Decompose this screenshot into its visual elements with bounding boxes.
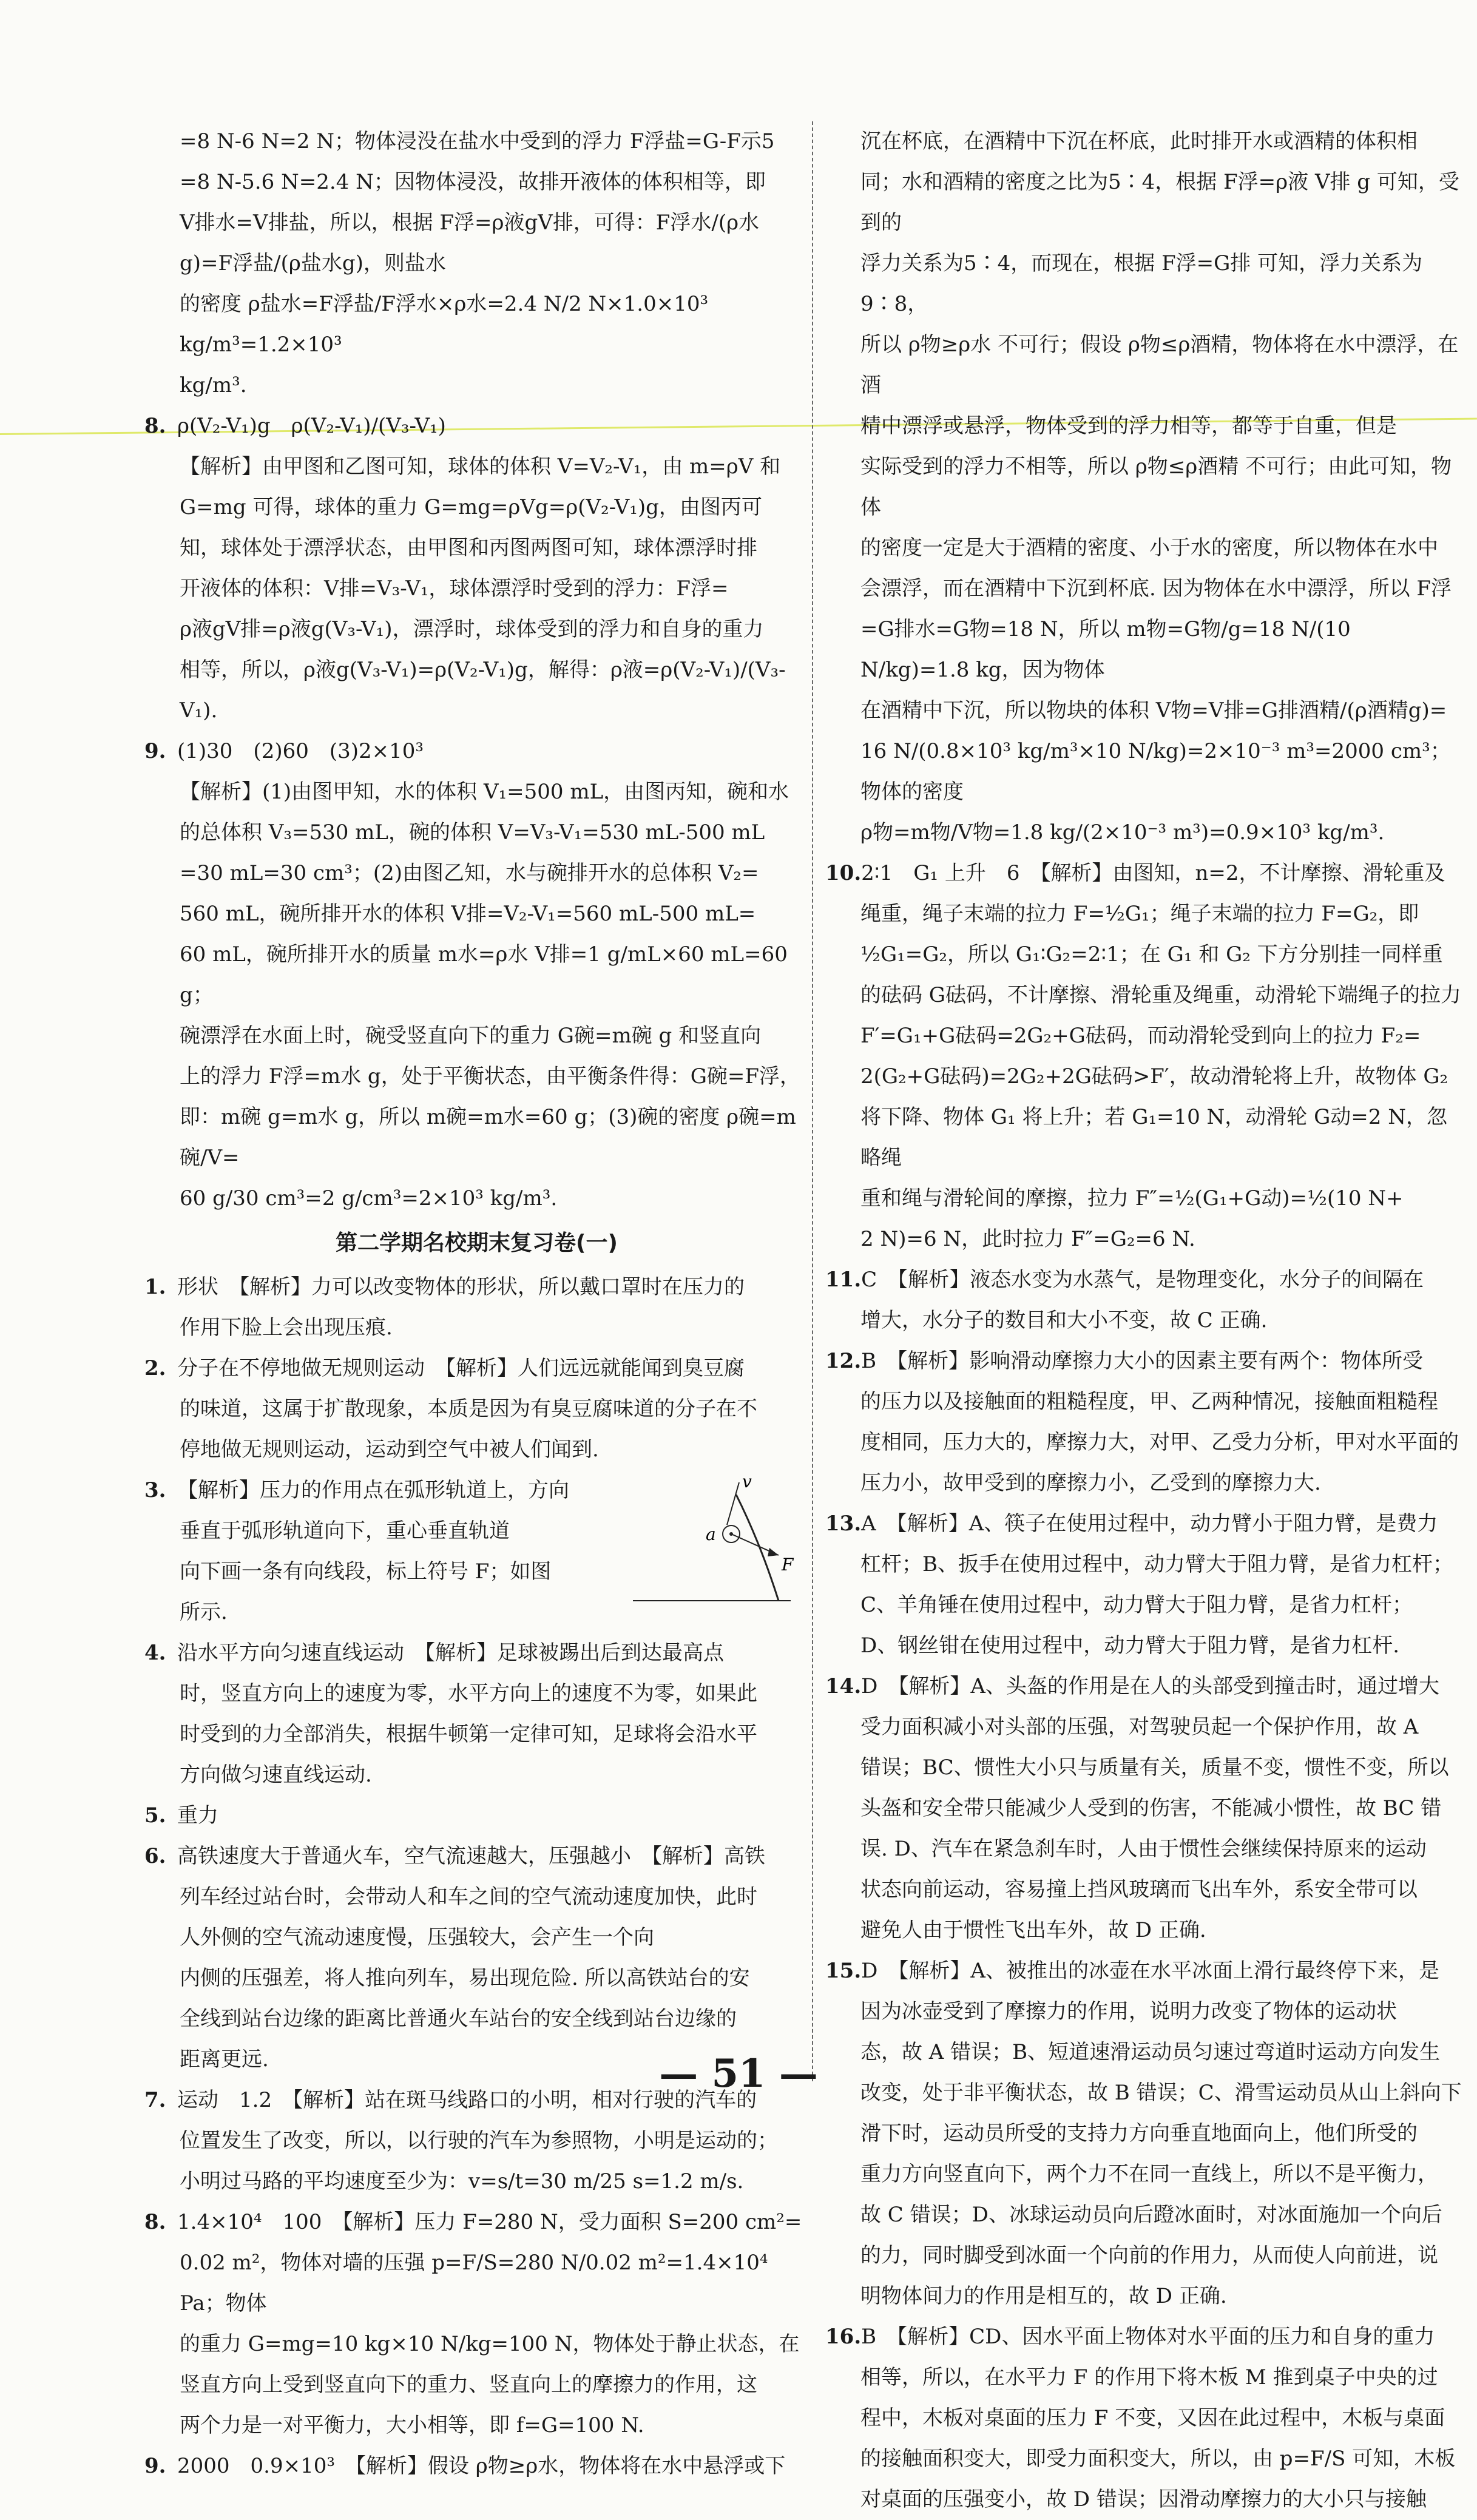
text-line: 所以 ρ物≥ρ水 不可行；假设 ρ物≤ρ酒精，物体将在水中漂浮，在酒 xyxy=(860,333,1459,397)
question-number: 15. xyxy=(825,1959,862,1983)
text-line: 绳重，绳子末端的拉力 F=½G₁；绳子末端的拉力 F=G₂，即 xyxy=(860,902,1419,926)
text-line: D 【解析】A、被推出的冰壶在水平冰面上滑行最终停下来，是 xyxy=(861,1959,1439,1983)
answer-item-5 xyxy=(144,1795,809,1836)
text-line: =8 N-5.6 N=2.4 N；因物体浸没，故排开液体的体积相等，即 xyxy=(180,170,766,194)
text-line: 方向做匀速直线运动. xyxy=(180,1763,372,1787)
arc-track xyxy=(736,1495,779,1601)
text-line: 的密度一定是大于酒精的密度、小于水的密度，所以物体在水中 xyxy=(860,536,1438,560)
text-line: 运动 1.2 【解析】站在斑马线路口的小明，相对行驶的汽车的 xyxy=(177,2088,757,2112)
left-column xyxy=(144,121,809,2487)
question-number: 10. xyxy=(825,861,862,885)
text-line: 故 C 错误；D、冰球运动员向后蹬冰面时，对冰面施加一个向后 xyxy=(860,2203,1442,2227)
velocity-arrow xyxy=(727,1482,739,1525)
text-line: 列车经过站台时，会带动人和车之间的空气流动速度加快，此时 xyxy=(180,1885,757,1909)
column-divider xyxy=(812,121,813,2081)
right-column xyxy=(825,121,1462,2520)
text-line: 头盔和安全带只能减少人受到的伤害，不能减小惯性，故 BC 错 xyxy=(860,1796,1442,1820)
text-line: 时，竖直方向上的速度为零，水平方向上的速度不为零，如果此 xyxy=(180,1681,757,1706)
answer-item-14 xyxy=(825,1666,1462,1951)
text-line: 所示. xyxy=(180,1600,228,1624)
text-line: 【解析】(1)由图甲知，水的体积 V₁=500 mL，由图丙知，碗和水 xyxy=(180,780,789,804)
question-number: 8. xyxy=(144,2210,166,2234)
text-line: 精中漂浮或悬浮，物体受到的浮力相等，都等于自重，但是 xyxy=(860,414,1397,438)
text-line: 滑下时，运动员所受的支持力方向垂直地面向上，他们所受的 xyxy=(860,2121,1418,2146)
text-line: 态，故 A 错误；B、短道速滑运动员匀速过弯道时运动方向发生 xyxy=(860,2040,1441,2064)
text-line: 知，球体处于漂浮状态，由甲图和丙图两图可知，球体漂浮时排 xyxy=(180,536,757,560)
text-line: 重和绳与滑轮间的摩擦，拉力 F″=½(G₁+G动)=½(10 N+ xyxy=(860,1186,1404,1211)
answer-item-16 xyxy=(825,2317,1462,2520)
label-v: v xyxy=(742,1471,752,1491)
text-line: 沿水平方向匀速直线运动 【解析】足球被踢出后到达最高点 xyxy=(177,1641,724,1665)
answer-item-2 xyxy=(144,1348,809,1470)
text-line: 开液体的体积：V排=V₃-V₁，球体漂浮时受到的浮力：F浮= xyxy=(180,576,729,601)
answer: (1)30 (2)60 (3)2×10³ xyxy=(177,739,424,763)
question-number: 13. xyxy=(825,1512,862,1536)
text-line: ρ物=m物/V物=1.8 kg/(2×10⁻³ m³)=0.9×10³ kg/m³. xyxy=(860,820,1385,845)
text-line: =8 N-6 N=2 N；物体浸没在盐水中受到的浮力 F浮盐=G-F示5 xyxy=(180,129,775,154)
text-line: 改变，处于非平衡状态，故 B 错误；C、滑雪运动员从山上斜向下 xyxy=(860,2081,1462,2105)
answer-item-11 xyxy=(825,1260,1462,1341)
answer-item-6 xyxy=(144,1836,809,2080)
text-line: 2000 0.9×10³ 【解析】假设 ρ物≥ρ水，物体将在水中悬浮或下 xyxy=(177,2454,786,2478)
text-line: 位置发生了改变，所以，以行驶的汽车为参照物，小明是运动的； xyxy=(180,2129,778,2153)
text-line: 杠杆；B、扳手在使用过程中，动力臂大于阻力臂，是省力杠杆； xyxy=(860,1552,1453,1576)
answer: ρ(V₂-V₁)g ρ(V₂-V₁)/(V₃-V₁) xyxy=(177,414,446,438)
question-number: 6. xyxy=(144,1844,166,1868)
text-line: 同；水和酒精的密度之比为5∶4，根据 F浮=ρ液 V排 g 可知，受到的 xyxy=(860,170,1459,235)
question-number: 9. xyxy=(144,2454,166,2478)
label-f: F xyxy=(782,1555,794,1575)
text-line: 的味道，这属于扩散现象，本质是因为有臭豆腐味道的分子在不 xyxy=(180,1397,757,1421)
text-line: 压力小，故甲受到的摩擦力小，乙受到的摩擦力大. xyxy=(860,1471,1321,1495)
text-line: =G排水=G物=18 N，所以 m物=G物/g=18 N/(10 N/kg)=1.8 kg，因为物体 xyxy=(860,617,1351,682)
text-line: 重力 xyxy=(177,1803,218,1828)
text-line: 作用下脸上会出现压痕. xyxy=(180,1316,393,1340)
left-top-lines xyxy=(144,121,809,406)
text-line: 的密度 ρ盐水=F浮盐/F浮水×ρ水=2.4 N/2 N×1.0×10³ kg/m³=1.2×10³ xyxy=(180,292,709,357)
text-line: D、钢丝钳在使用过程中，动力臂大于阻力臂，是省力杠杆. xyxy=(860,1633,1400,1658)
text-line: G=mg 可得，球体的重力 G=mg=ρVg=ρ(V₂-V₁)g，由图丙可 xyxy=(180,495,762,519)
question-8-prev xyxy=(144,406,809,731)
text-line: 相等，所以，ρ液g(V₃-V₁)=ρ(V₂-V₁)g，解得：ρ液=ρ(V₂-V₁)/(V₃-V₁). xyxy=(180,658,786,723)
text-line: 增大，水分子的数目和大小不变，故 C 正确. xyxy=(860,1308,1268,1333)
question-number: 2. xyxy=(144,1356,166,1380)
text-line: 60 g/30 cm³=2 g/cm³=2×10³ kg/m³. xyxy=(180,1186,558,1211)
text-line: =30 mL=30 cm³；(2)由图乙知，水与碗排开水的总体积 V₂= xyxy=(180,861,759,885)
text-line: A 【解析】A、筷子在使用过程中，动力臂小于阻力臂，是费力 xyxy=(861,1512,1438,1536)
text-line: B 【解析】影响滑动摩擦力大小的因素主要有两个：物体所受 xyxy=(861,1349,1424,1373)
text-line: 错误；BC、惯性大小只与质量有关，质量不变，惯性不变，所以 xyxy=(860,1755,1449,1780)
text-line: 对桌面的压强变小，故 D 错误；因滑动摩擦力的大小只与接触 xyxy=(860,2487,1427,2512)
text-line: 浮力关系为5∶4，而现在，根据 F浮=G排 可知，浮力关系为9∶8， xyxy=(860,251,1423,316)
text-line: 的压力以及接触面的粗糙程度，甲、乙两种情况，接触面粗糙程 xyxy=(860,1390,1438,1414)
text-line: 误. D、汽车在紧急刹车时，人由于惯性会继续保持原来的运动 xyxy=(860,1837,1427,1861)
text-line: 将下降、物体 G₁ 将上升；若 G₁=10 N，动滑轮 G动=2 N，忽略绳 xyxy=(860,1105,1447,1170)
text-line: 避免人由于惯性飞出车外，故 D 正确. xyxy=(860,1918,1206,1942)
text-line: 形状 【解析】力可以改变物体的形状，所以戴口罩时在压力的 xyxy=(177,1275,745,1299)
right-continued-lines xyxy=(825,121,1462,853)
answer-item-10 xyxy=(825,853,1462,1260)
question-number: 9. xyxy=(144,739,166,763)
text-line: D 【解析】A、头盔的作用是在人的头部受到撞击时，通过增大 xyxy=(861,1674,1439,1698)
text-line: F′=G₁+G砝码=2G₂+G砝码，而动滑轮受到向上的拉力 F₂= xyxy=(860,1024,1421,1048)
text-line: 【解析】由甲图和乙图可知，球体的体积 V=V₂-V₁，由 m=ρV 和 xyxy=(180,454,781,479)
text-line: 因为冰壶受到了摩擦力的作用，说明力改变了物体的运动状 xyxy=(860,1999,1397,2024)
page-number: — 51 — xyxy=(659,2051,818,2096)
label-a: a xyxy=(706,1524,716,1544)
question-number: 5. xyxy=(144,1803,166,1828)
text-line: 沉在杯底，在酒精中下沉在杯底，此时排开水或酒精的体积相 xyxy=(860,129,1418,154)
answer-item-3 xyxy=(144,1470,809,1633)
text-line: 小明过马路的平均速度至少为：v=s/t=30 m/25 s=1.2 m/s. xyxy=(180,2169,744,2194)
text-line: C、羊角锤在使用过程中，动力臂大于阻力臂，是省力杠杆； xyxy=(860,1593,1413,1617)
answer-item-1 xyxy=(144,1267,809,1348)
question-number: 4. xyxy=(144,1641,166,1665)
question-number: 3. xyxy=(144,1478,166,1502)
text-line: 碗漂浮在水面上时，碗受竖直向下的重力 G碗=m碗 g 和竖直向 xyxy=(180,1024,762,1048)
question-number: 12. xyxy=(825,1349,862,1373)
text-line: 在酒精中下沉，所以物块的体积 V物=V排=G排酒精/(ρ酒精g)= xyxy=(860,698,1447,723)
text-line: 0.02 m²，物体对墙的压强 p=F/S=280 N/0.02 m²=1.4×10⁴ Pa；物体 xyxy=(180,2251,768,2316)
question-number: 7. xyxy=(144,2088,166,2112)
text-line: 两个力是一对平衡力，大小相等，即 f=G=100 N. xyxy=(180,2413,644,2437)
text-line: 的力，同时脚受到冰面一个向前的作用力，从而使人向前进，说 xyxy=(860,2243,1438,2268)
text-line: 明物体间力的作用是相互的，故 D 正确. xyxy=(860,2284,1227,2308)
text-line: 2(G₂+G砝码)=2G₂+2G砝码>F′，故动滑轮将上升，故物体 G₂ xyxy=(860,1064,1448,1089)
text-line: V排水=V排盐，所以，根据 F浮=ρ液gV排，可得：F浮水/(ρ水g)=F浮盐/(ρ盐水g)，则盐水 xyxy=(180,211,760,275)
text-line: 的重力 G=mg=10 kg×10 N/kg=100 N，物体处于静止状态，在 xyxy=(180,2332,800,2356)
question-9-prev xyxy=(144,731,809,1219)
text-line: 内侧的压强差，将人推向列车，易出现危险. 所以高铁站台的安 xyxy=(180,1966,750,1990)
text-line: 分子在不停地做无规则运动 【解析】人们远远就能闻到臭豆腐 xyxy=(177,1356,745,1380)
text-line: B 【解析】CD、因水平面上物体对水平面的压力和自身的重力 xyxy=(861,2325,1435,2349)
answer-item-9 xyxy=(144,2446,809,2487)
arc-track-diagram xyxy=(597,1470,797,1604)
text-line: 距离更远. xyxy=(180,2047,269,2072)
question-number: 11. xyxy=(825,1268,862,1292)
text-line: 60 mL，碗所排开水的质量 m水=ρ水 V排=1 g/mL×60 mL=60 g； xyxy=(180,942,788,1007)
answer-item-4 xyxy=(144,1633,809,1795)
text-line: 竖直方向上受到竖直向下的重力、竖直向上的摩擦力的作用，这 xyxy=(180,2373,757,2397)
text-line: 受力面积减小对头部的压强，对驾驶员起一个保护作用，故 A xyxy=(860,1715,1419,1739)
text-line: 16 N/(0.8×10³ kg/m³×10 N/kg)=2×10⁻³ m³=2000 cm³；物体的密度 xyxy=(860,739,1451,804)
answer-item-12 xyxy=(825,1341,1462,1504)
text-line: 全线到站台边缘的距离比普通火车站台的安全线到站台边缘的 xyxy=(180,2007,737,2031)
question-number: 16. xyxy=(825,2325,862,2349)
text-line: 上的浮力 F浮=m水 g，处于平衡状态，由平衡条件得：G碗=F浮， xyxy=(180,1064,800,1089)
answer-item-7 xyxy=(144,2080,809,2202)
text-line: 560 mL，碗所排开水的体积 V排=V₂-V₁=560 mL-500 mL= xyxy=(180,902,756,926)
text-line: 2 N)=6 N，此时拉力 F″=G₂=6 N. xyxy=(860,1227,1195,1251)
text-line: 重力方向竖直向下，两个力不在同一直线上，所以不是平衡力， xyxy=(860,2162,1438,2186)
text-line: ρ液gV排=ρ液g(V₃-V₁)，漂浮时，球体受到的浮力和自身的重力 xyxy=(180,617,764,641)
text-line: 的总体积 V₃=530 mL，碗的体积 V=V₃-V₁=530 mL-500 mL xyxy=(180,820,765,845)
text-line: kg/m³. xyxy=(180,373,247,397)
text-line: 状态向前运动，容易撞上挡风玻璃而飞出车外，系安全带可以 xyxy=(860,1877,1418,1902)
text-line: 实际受到的浮力不相等，所以 ρ物≤ρ酒精 不可行；由此可知，物体 xyxy=(860,454,1452,519)
text-line: 会漂浮，而在酒精中下沉到杯底. 因为物体在水中漂浮，所以 F浮 xyxy=(860,576,1452,601)
text-line: 人外侧的空气流动速度慢，压强较大，会产生一个向 xyxy=(180,1925,654,1950)
section-title: 第二学期名校期末复习卷(一) xyxy=(336,1231,618,1255)
answer-item-15 xyxy=(825,1951,1462,2317)
text-line: 垂直于弧形轨道向下，重心垂直轨道 xyxy=(180,1519,510,1543)
question-number: 14. xyxy=(825,1674,862,1698)
text-line: 2∶1 G₁ 上升 6 【解析】由图知，n=2，不计摩擦、滑轮重及 xyxy=(861,861,1445,885)
question-number: 1. xyxy=(144,1275,166,1299)
answer-item-13 xyxy=(825,1504,1462,1666)
text-line: 【解析】压力的作用点在弧形轨道上，方向 xyxy=(177,1478,569,1502)
text-line: 1.4×10⁴ 100 【解析】压力 F=280 N，受力面积 S=200 cm²= xyxy=(177,2210,802,2234)
text-line: 向下画一条有向线段，标上符号 F；如图 xyxy=(180,1559,552,1584)
answer-item-8 xyxy=(144,2202,809,2446)
text-line: ½G₁=G₂，所以 G₁∶G₂=2∶1；在 G₁ 和 G₂ 下方分别挂一同样重 xyxy=(860,942,1443,967)
text-line: C 【解析】液态水变为水蒸气，是物理变化，水分子的间隔在 xyxy=(861,1268,1424,1292)
text-line: 的砝码 G砝码，不计摩擦、滑轮重及绳重，动滑轮下端绳子的拉力 xyxy=(860,983,1461,1007)
text-line: 时受到的力全部消失，根据牛顿第一定律可知，足球将会沿水平 xyxy=(180,1722,757,1746)
force-arrowhead xyxy=(768,1548,779,1556)
text-line: 即：m碗 g=m水 g，所以 m碗=m水=60 g；(3)碗的密度 ρ碗=m碗/V= xyxy=(180,1105,796,1170)
text-line: 高铁速度大于普通火车，空气流速越大，压强越小 【解析】高铁 xyxy=(177,1844,765,1868)
text-line: 相等，所以，在水平力 F 的作用下将木板 M 推到桌子中央的过 xyxy=(860,2365,1438,2390)
text-line: 停地做无规则运动，运动到空气中被人们闻到. xyxy=(180,1437,599,1462)
text-line: 度相同，压力大的，摩擦力大，对甲、乙受力分析，甲对水平面的 xyxy=(860,1430,1459,1454)
question-number: 8. xyxy=(144,414,166,438)
text-line: 程中，木板对桌面的压力 F 不变，又因在此过程中，木板与桌面 xyxy=(860,2406,1445,2430)
text-line: 的接触面积变大，即受力面积变大，所以，由 p=F/S 可知，木板 xyxy=(860,2447,1456,2471)
